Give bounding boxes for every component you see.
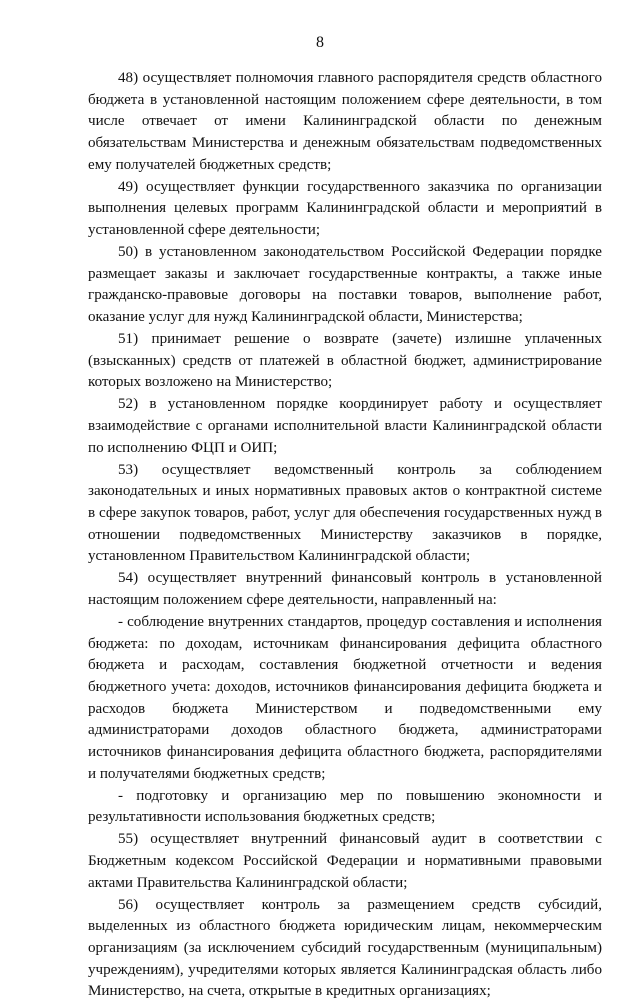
paragraph-54: 54) осуществляет внутренний финансовый контроль в установленной настоящим положением сфере деятельности, направленный на:: [88, 570, 602, 608]
list-item-efficiency-measures: - подготовку и организацию мер по повышению экономности и результативности использования бюджетных средств;: [88, 787, 602, 826]
paragraph-55: 55) осуществляет внутренний финансовый аудит в соответствии с Бюджетным кодексом Российской Федерации и нормативными правовыми актами Правительства Калининградской области;: [88, 831, 602, 891]
paragraph-51: 51) принимает решение о возврате (зачете) излишне уплаченных (взысканных) средств от платежей в областной бюджет, администрирование которых возложено на Министерство;: [88, 331, 602, 391]
paragraph-53: 53) осуществляет ведомственный контроль за соблюдением законодательных и иных нормативных правовых актов о контрактной системе в сфере закупок товаров, работ, услуг для обеспечения государственных нужд в отношении подведомственных Министерству заказчиков в порядке, установленном Правительством Калининградской области;: [88, 461, 602, 565]
paragraph-49: 49) осуществляет функции государственного заказчика по организации выполнения целевых программ Калининградской области и мероприятий в установленной сфере деятельности;: [88, 178, 602, 239]
paragraph-48: 48) осуществляет полномочия главного распорядителя средств областного бюджета в установленной настоящим положением сфере деятельности, в том числе отвечает от имени Калининградской области по денежным обязательствам Министерства и денежным обязательствам подведомственных ему получателей бюджетных средств;: [88, 70, 602, 173]
paragraph-50: 50) в установленном законодательством Российской Федерации порядке размещает заказы и заключает государственные контракты, а также иные гражданско-правовые договоры на поставки товаров, выполнение работ, оказание услуг для нужд Калининградской области, Министерства;: [88, 244, 602, 326]
page-number: 8: [316, 34, 324, 51]
paragraph-56: 56) осуществляет контроль за размещением средств субсидий, выделенных из областного бюджета юридическим лицам, некоммерческим организациям (за исключением субсидий государственным (муниципальным) учреждениям), учредителями которых является Калининградская область либо Министерство, на счета, открытые в кредитных организациях;: [88, 896, 602, 1000]
list-item-budget-standards: - соблюдение внутренних стандартов, процедур составления и исполнения бюджета: по доходам, источникам финансирования дефицита областного бюджета и расходам, составления бюджетной отчетности и ведения бюджетного учета: доходов, источников финансирования дефицита бюджета и расходов бюджета Министерством и подведомственными ему администраторами доходов областного бюджета, администраторами источников финансирования дефицита областного бюджета, распорядителями и получателями бюджетных средств;: [88, 613, 602, 782]
document-body: [88, 68, 602, 1003]
paragraph-52: 52) в установленном порядке координирует работу и осуществляет взаимодействие с органами исполнительной власти Калининградской области по исполнению ФЦП и ОИП;: [88, 396, 602, 456]
